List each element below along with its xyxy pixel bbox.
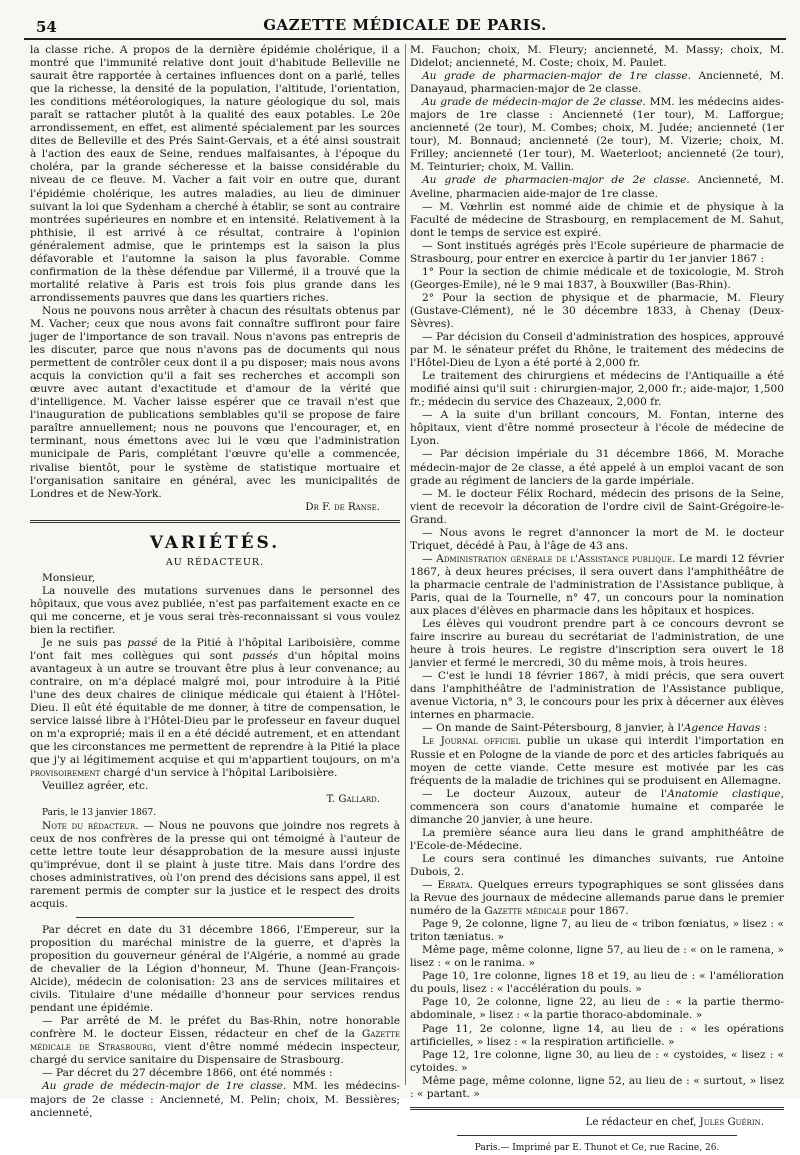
news-paragraph: — M. le docteur Félix Rochard, médecin des prisons de la Seine, vient de recevoir la décoration de l'ordre civil de Saint-Grégoire-le-Grand. bbox=[410, 487, 784, 526]
news-paragraph: — Par décret du 27 décembre 1866, ont été nommés : bbox=[42, 1067, 333, 1080]
letter-paragraph: Je ne suis pas passé de la Pitié à l'hôpital Lariboisière, comme l'ont fait mes collègues qui sont passés d'un hôpital moins avantageux à un autre se trouvant être plus à leur convenance; au contraire, on m'a déplacé malgré moi, pour introduire à la Pitié l'une des deux chaires de clinique médicale qui étaient à l'Hôtel-Dieu. Il eût été équitable de me donner, à titre de compensation, le service laissé libre à l'Hôtel-Dieu par le professeur en faveur duquel on m'a exproprié; mais il en a été décidé autrement, et en attendant que les circonstances me permettent de reprendre à la Pitié la place que j'y ai légitimement acquise et qui m'appartient toujours, on m'a provisoirement chargé d'un service à l'hôpital Lariboisière. bbox=[30, 636, 400, 780]
errata-item: Page 10, 2e colonne, ligne 22, au lieu de : « la partie thermo-abdominale, » lisez : « la partie thoraco-abdominale. » bbox=[410, 996, 784, 1022]
news-paragraph: — A la suite d'un brillant concours, M. Fontan, interne des hôpitaux, vient d'être nommé prosecteur à l'école de médecine de Lyon. bbox=[410, 409, 784, 448]
news-paragraph: — Administration générale de l'Assistance publique. Le mardi 12 février 1867, à deux heures précises, il sera ouvert dans l'amphithéâtre de la pharmacie centrale de l'administration de l'Assistance publique, à Paris, quai de la Tournelle, n° 47, un concours pour la nomination aux places d'élèves en pharmacie dans les hôpitaux et hospices. bbox=[410, 552, 785, 618]
news-paragraph: Au grade de médecin-major de 1re classe. MM. les médecins-majors de 2e classe : Ancienneté, M. Pelin; choix, M. Bessières; ancienneté, bbox=[30, 1080, 400, 1119]
section-title: VARIÉTÉS. bbox=[149, 532, 281, 553]
news-paragraph: — C'est le lundi 18 février 1867, à midi précis, que sera ouvert dans l'amphithéâtre de l'administration de l'Assistance publique, avenue Victoria, n° 3, le concours pour les prix à décerner aux élèves internes en pharmacie. bbox=[410, 670, 784, 722]
printer-imprint: Paris.— Imprimé par E. Thunot et Ce, rue Racine, 26. bbox=[474, 1142, 720, 1153]
letter-signature: T. Gallard. bbox=[326, 794, 380, 806]
errata-item: Même page, même colonne, ligne 57, au lieu de : « on le ramena, » lisez : « on le ranima. » bbox=[410, 944, 784, 970]
article-paragraph: la classe riche. A propos de la dernière épidémie cholérique, il a montré que l'immunité relative dont jouit d'habitude Belleville ne saurait être rapportée à certaines influences dont on a parlé, telles que la richesse, la densité de la population, l'altitude, l'orientation, les conditions météorologiques, la nature géologique du sol, mais paraît se rattacher plutôt à la qualité des eaux potables. Le 20e arrondissement, en effet, est alimenté spécialement par les sources dites de Belleville et des Prés Saint-Gervais, et a été ainsi soustrait à l'action des eaux de Seine, rendues malfaisantes, à l'époque du choléra, par la grande sécheresse et la baisse considérable du niveau de ce fleuve. M. Vacher a fait voir en outre que, durant l'épidémie cholérique, les autres maladies, au lieu de diminuer suivant la loi que Sydenham a cherché à établir, se sont au contraire montrées supérieures en nombre et en intensité. Relativement à la phthisie, il est arrivé à ce résultat, contraire à l'opinion généralement admise, que le printemps est la saison la plus défavorable et l'automne la saison la plus favorable. Comme confirmation de la thèse défendue par Villermé, il a trouvé que la mortalité relative à Paris est trois fois plus grande dans les arrondissements pauvres que dans les quartiers riches. bbox=[30, 44, 400, 304]
page-number: 54 bbox=[36, 18, 57, 36]
short-rule bbox=[76, 917, 354, 918]
news-paragraph: Les élèves qui voudront prendre part à ce concours devront se faire inscrire au bureau du secrétariat de l'administration, de une heure à trois heures. Le registre d'inscription sera ouvert le 18 janvier et fermé le mercredi, 30 du même mois, à trois heures. bbox=[410, 618, 784, 670]
news-paragraph: Au grade de pharmacien-major de 2e classe. Ancienneté, M. Aveline, pharmacien aide-major de 1re classe. bbox=[410, 174, 785, 200]
errata-item: Page 11, 2e colonne, ligne 14, au lieu de : « les opérations artificielles, » lisez : « la respiration artificielle. » bbox=[410, 1022, 784, 1048]
errata-item: Page 10, 1re colonne, lignes 18 et 19, au lieu de : « l'amélioration du pouls, lisez : « l'accélération du pouls. » bbox=[410, 970, 784, 996]
news-paragraph: — Nous avons le regret d'annoncer la mort de M. le docteur Triquet, décédé à Pau, à l'âge de 43 ans. bbox=[410, 526, 784, 552]
article-paragraph: Nous ne pouvons nous arrêter à chacun des résultats obtenus par M. Vacher; ceux que nous avons fait connaître suffiront pour faire juger de l'importance de son travail. Nous n'avons pas entrepris de les discuter, parce que nous n'avons pas de documents qui nous permettent de contrôler ceux dont il a pu disposer; mais nous avons acquis la conviction qu'il a fait ses recherches et accompli son œuvre avec autant d'exactitude et d'amour de la vérité que d'intelligence. M. Vacher laisse espérer que ce travail n'est que l'inauguration de publications semblables qu'il se propose de faire paraître annuellement; nous ne pouvons que l'encourager, et, en terminant, nous émettons avec lui le vœu que l'administration municipale de Paris, complétant l'œuvre qu'elle a commencée, rivalise bientôt, pour le système de statistique mortuaire et l'organisation sanitaire en général, avec les municipalités de Londres et de New-York. bbox=[30, 304, 400, 500]
editor-in-chief: Le rédacteur en chef, Jules Guérin. bbox=[585, 1116, 764, 1128]
news-paragraph: Par décret en date du 31 décembre 1866, l'Empereur, sur la proposition du maréchal ministre de la guerre, et d'après la proposition du gouverneur général de l'Algérie, a nommé au grade de chevalier de la Légion d'honneur, M. Thune (Jean-François-Alcide), médecin de colonisation: 23 ans de services militaires et civils. Titulaire d'une médaille d'honneur pour services rendus pendant une épidémie. bbox=[30, 923, 400, 1015]
errata-paragraph: — Errata. Quelques erreurs typographiques se sont glissées dans la Revue des journaux de médecine allemands parue dans le premier numéro de la Gazette médicale pour 1867. bbox=[410, 879, 784, 918]
news-paragraph: Le Journal officiel publie un ukase qui interdit l'importation en Russie et en Pologne de la viande de porc et des articles fabriqués au moyen de cette viande. Cette mesure est motivée par les cas fréquents de la maladie de trichines qui se produisent en Allemagne. bbox=[410, 735, 784, 787]
news-paragraph: — Par décision du Conseil d'administration des hospices, approuvé par M. le sénateur préfet du Rhône, le traitement des médecins de l'Hôtel-Dieu de Lyon a été porté à 2,000 fr. bbox=[410, 331, 784, 370]
errata-item: Même page, même colonne, ligne 52, au lieu de : « surtout, » lisez : « partant. » bbox=[410, 1074, 784, 1100]
imprint-rule bbox=[457, 1135, 738, 1136]
column-divider bbox=[405, 44, 406, 1085]
news-paragraph: M. Fauchon; choix, M. Fleury; ancienneté, M. Massy; choix, M. Didelot; ancienneté, M. Coste; choix, M. Paulet. bbox=[410, 44, 784, 70]
errata-item: Page 9, 2e colonne, ligne 7, au lieu de « tribon fœniatus, » lisez : « triton tæniatus. » bbox=[410, 918, 784, 944]
closing: Veuillez agréer, etc. bbox=[42, 780, 149, 793]
editor-note: Note du rédacteur. — Nous ne pouvons que joindre nos regrets à ceux de nos confrères de la presse qui ont témoigné à l'auteur de cette lettre toute leur désapprobation de la mesure aussi injuste qu'imprévue, dont il se plaint à juste titre. Mais dans l'ordre des choses administratives, où l'on prend des décisions sans appel, il est rarement permis de compter sur la justice et le respect des droits acquis. bbox=[30, 819, 400, 910]
news-paragraph: — Le docteur Auzoux, auteur de l'Anatomie clastique, commencera son cours d'anatomie humaine et comparée le dimanche 20 janvier, à une heure. bbox=[410, 787, 784, 826]
header-rule bbox=[24, 38, 786, 40]
author-signature: Dr F. de Ranse. bbox=[305, 501, 380, 513]
news-paragraph: Au grade de pharmacien-major de 1re classe. Ancienneté, M. Danayaud, pharmacien-major de 2e classe. bbox=[410, 70, 785, 96]
news-paragraph: 2° Pour la section de physique et de pharmacie, M. Fleury (Gustave-Clément), né le 30 décembre 1833, à Chenay (Deux-Sèvres). bbox=[410, 291, 784, 330]
news-paragraph: — Par arrêté de M. le préfet du Bas-Rhin, notre honorable confrère M. le docteur Eissen, rédacteur en chef de la Gazette médicale de Strasbourg, vient d'être nommé médecin inspecteur, chargé du service sanitaire du Dispensaire de Strasbourg. bbox=[30, 1015, 400, 1067]
dateline: Paris, le 13 janvier 1867. bbox=[42, 807, 157, 818]
news-paragraph: — On mande de Saint-Pétersbourg, 8 janvier, à l'Agence Havas : bbox=[422, 722, 768, 735]
news-paragraph: Le cours sera continué les dimanches suivants, rue Antoine Dubois, 2. bbox=[410, 852, 784, 878]
news-paragraph: Le traitement des chirurgiens et médecins de l'Antiquaille a été modifié ainsi qu'il suit : chirurgien-major, 2,000 fr.; aide-major, 1,500 fr.; médecin du service des Chazeaux, 2,000 fr. bbox=[410, 370, 784, 409]
journal-title: GAZETTE MÉDICALE DE PARIS. bbox=[263, 16, 547, 34]
news-paragraph: Au grade de médecin-major de 2e classe. MM. les médecins aides-majors de 1re classe : Ancienneté (1er tour), M. Lafforgue; ancienneté (2e tour), M. Combes; choix, M. Judée; ancienneté (1er tour), M. Bonnaud; ancienneté (2e tour), M. Vizerie; choix, M. Frilley; ancienneté (1er tour), M. Waeterloot; ancienneté (2e tour), M. Teinturier; choix, M. Vallin. bbox=[410, 96, 785, 174]
news-paragraph: — Par décision impériale du 31 décembre 1866, M. Morache médecin-major de 2e classe, a été appelé à un emploi vacant de son grade au régiment de lanciers de la garde impériale. bbox=[410, 448, 784, 487]
left-column bbox=[30, 44, 400, 1119]
right-column bbox=[410, 44, 785, 1153]
salutation: Monsieur, bbox=[42, 571, 96, 584]
news-paragraph: — Sont institués agrégés près l'Ecole supérieure de pharmacie de Strasbourg, pour entrer en exercice à partir du 1er janvier 1867 : bbox=[410, 239, 784, 265]
letter-paragraph: La nouvelle des mutations survenues dans le personnel des hôpitaux, que vous avez publiée, n'est pas parfaitement exacte en ce qui me concerne, et je vous serai très-reconnaissant si vous voulez bien la rectifier. bbox=[30, 584, 400, 636]
news-paragraph: — M. Vœhrlin est nommé aide de chimie et de physique à la Faculté de médecine de Strasbourg, en remplacement de M. Sahut, dont le temps de service est expiré. bbox=[410, 200, 784, 239]
news-paragraph: La première séance aura lieu dans le grand amphithéâtre de l'Ecole-de-Médecine. bbox=[410, 826, 784, 852]
news-paragraph: 1° Pour la section de chimie médicale et de toxicologie, M. Stroh (Georges-Emile), né le 9 mai 1837, à Bouxwiller (Bas-Rhin). bbox=[410, 265, 784, 291]
section-subtitle: AU RÉDACTEUR. bbox=[165, 556, 265, 568]
page-header bbox=[24, 14, 786, 40]
errata-item: Page 12, 1re colonne, ligne 30, au lieu de : « cystoides, « lisez : « cytoides. » bbox=[410, 1048, 784, 1074]
footer-rule bbox=[410, 1107, 784, 1110]
section-rule bbox=[30, 520, 400, 523]
